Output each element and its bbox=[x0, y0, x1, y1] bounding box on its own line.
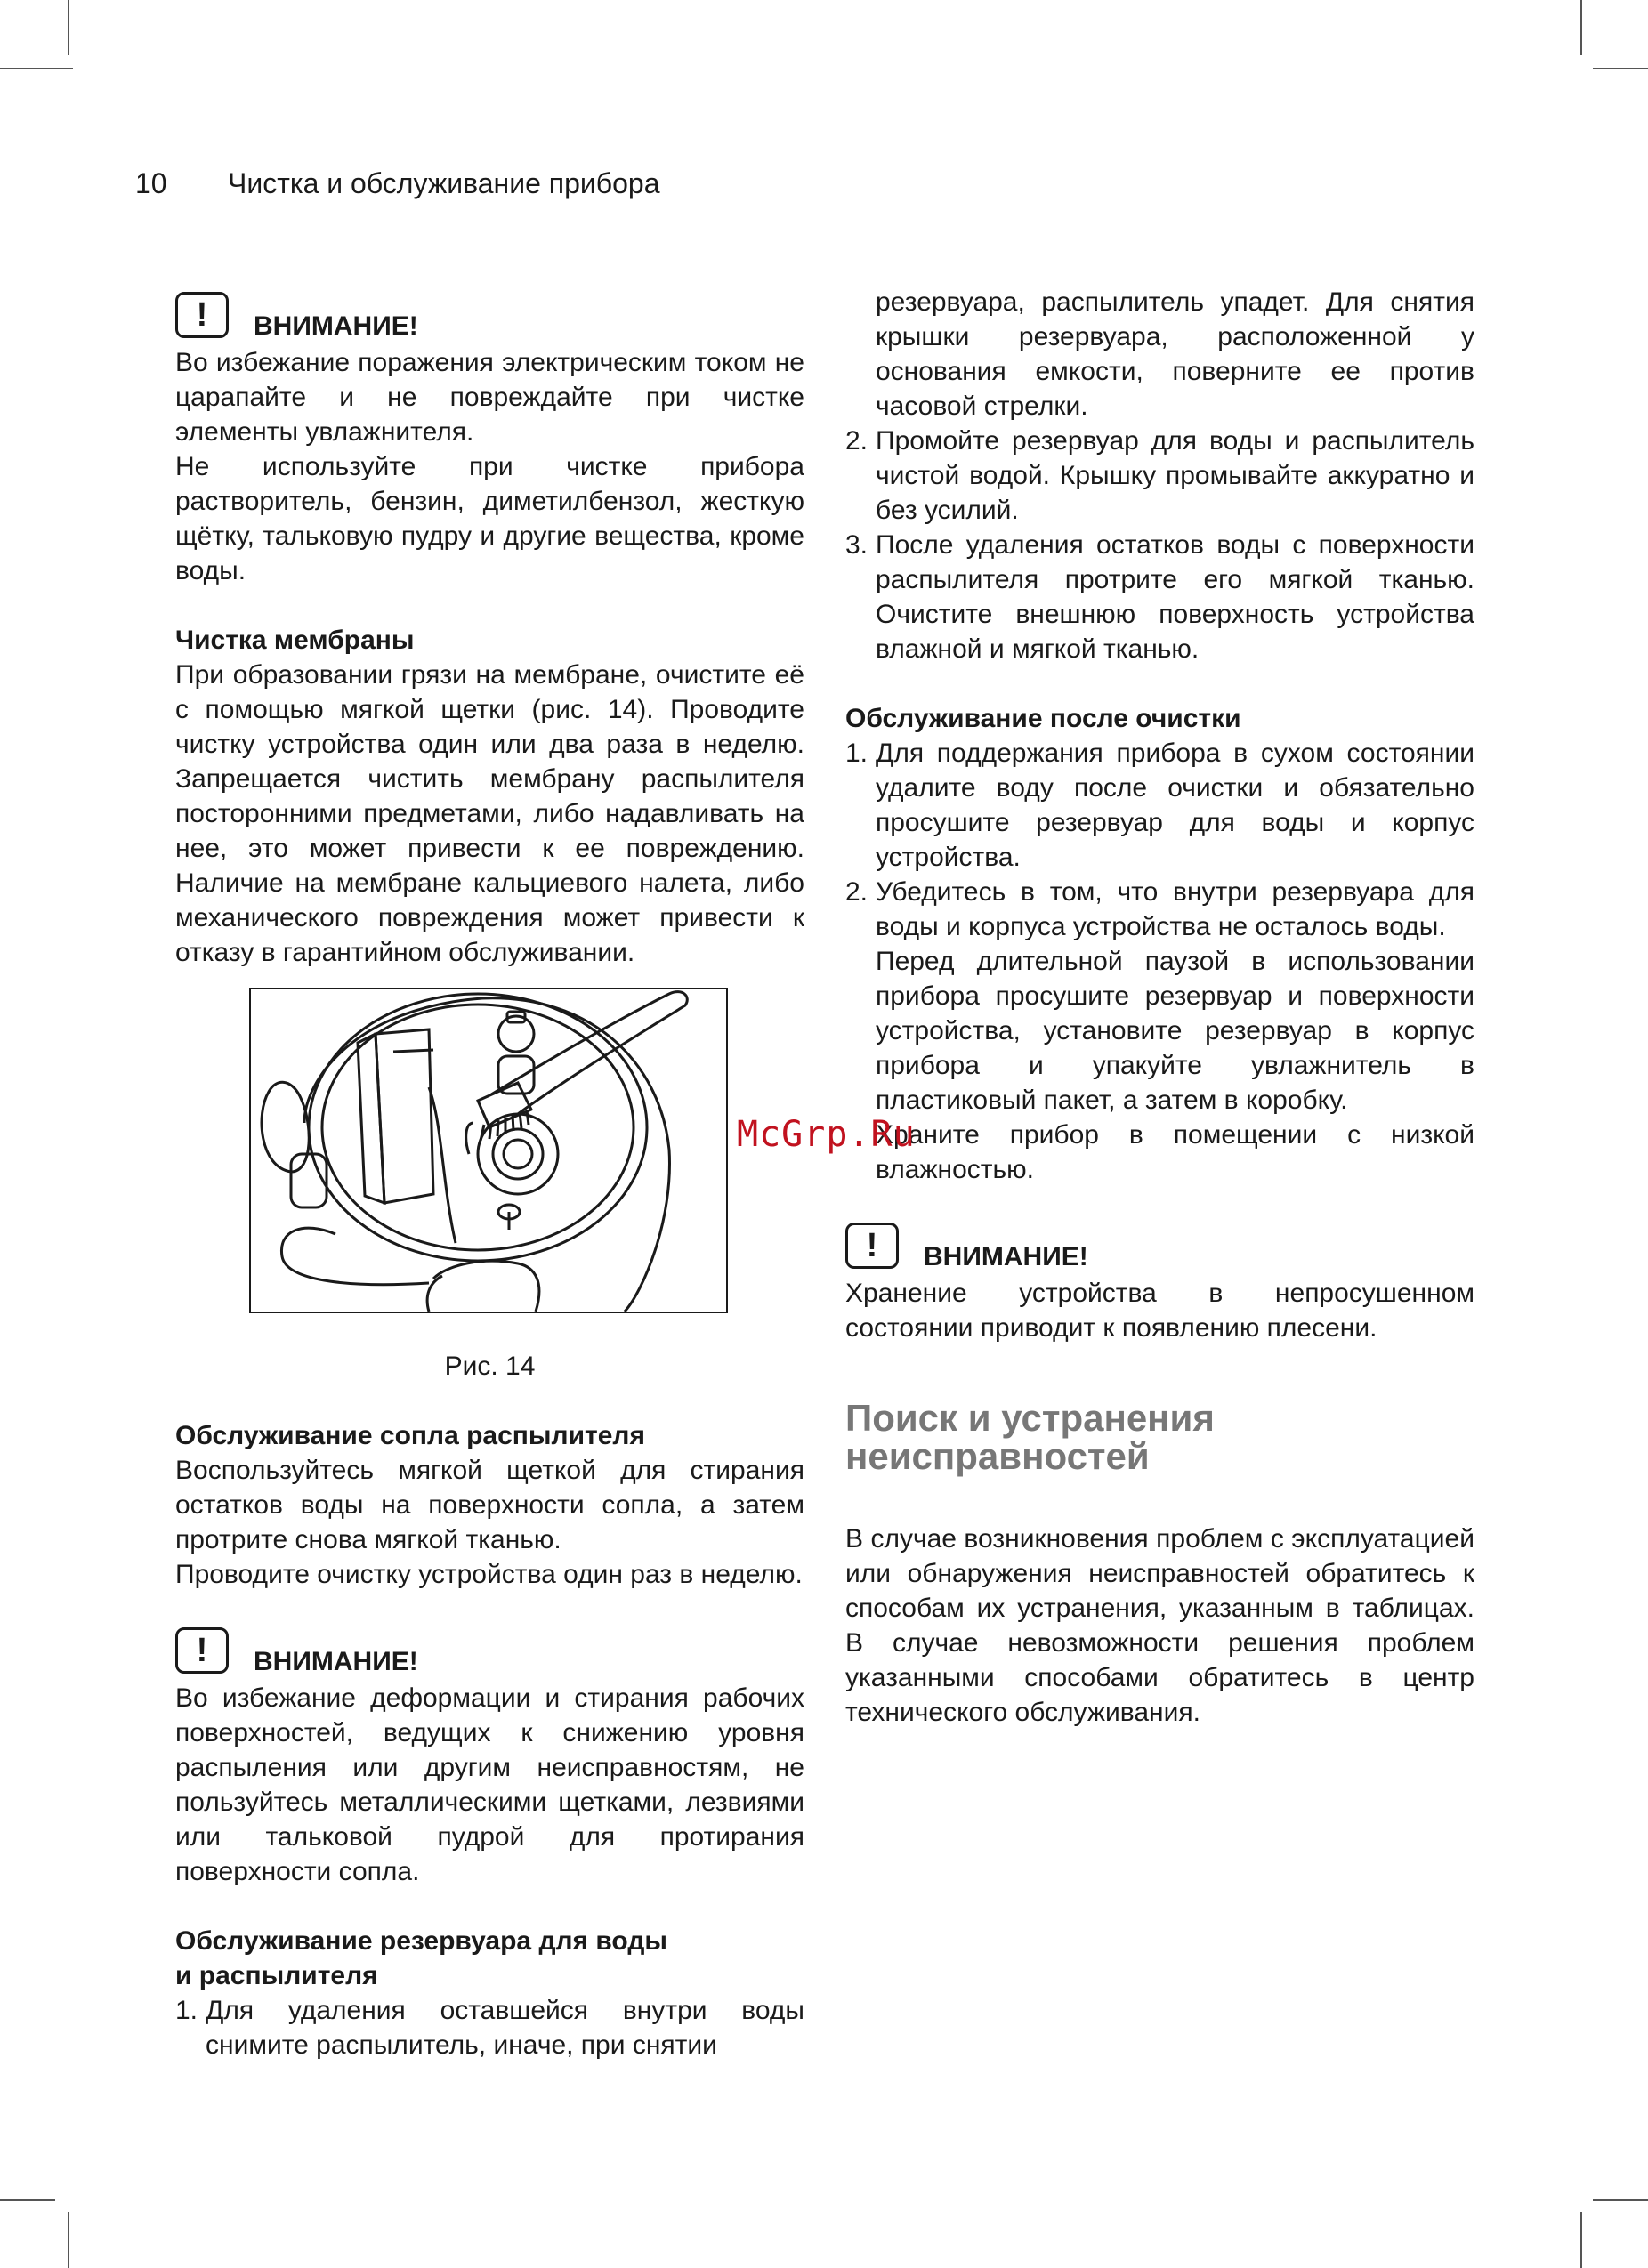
watermark-text: McGrp.Ru bbox=[737, 1114, 916, 1155]
section-title: Обслуживание после очистки bbox=[845, 704, 1241, 733]
crop-mark bbox=[1580, 0, 1582, 55]
section-heading-line: неисправностей bbox=[845, 1435, 1150, 1477]
section-text: Проводите очистку устройства один раз в неделю. bbox=[175, 1560, 803, 1589]
list-item bbox=[845, 424, 1474, 528]
crop-mark bbox=[0, 68, 73, 69]
humidifier-cleaning-illustration bbox=[251, 989, 726, 1312]
crop-mark bbox=[1593, 2199, 1648, 2201]
warning-text: Во избежание деформации и стирания рабочих поверхностей, ведущих к снижению уровня распыления или другим неисправностям, не пользуйтесь металлическими щетками, лезвиями или тальковой пудрой для протирания поверхности сопла. bbox=[175, 1683, 804, 1886]
warning-heading bbox=[175, 1618, 804, 1679]
warning-title: ВНИМАНИЕ! bbox=[254, 311, 418, 341]
page-number: 10 bbox=[135, 167, 167, 199]
left-column bbox=[175, 283, 804, 2062]
section-title: Чистка мембраны bbox=[175, 626, 415, 655]
section-title-line: и распылителя bbox=[175, 1961, 378, 1990]
list-number: 1. bbox=[845, 739, 868, 768]
section-heading bbox=[845, 1399, 1474, 1475]
exclamation-warning-icon: ! bbox=[845, 1223, 899, 1269]
crop-mark bbox=[1593, 68, 1648, 69]
warning-title: ВНИМАНИЕ! bbox=[254, 1647, 418, 1676]
section-text: При образовании грязи на мембране, очистите её с помощью мягкой щетки (рис. 14). Проводите чистку устройства один или два раза в неделю. Запрещается чистить мембрану распылителя посторонними предметами, либо надавливать на нее, это может привести к ее повреждению. Наличие на мембране кальциевого налета, либо механического повреждения может привести к отказу в гарантийном обслуживании. bbox=[175, 660, 804, 967]
list-item bbox=[845, 875, 1474, 944]
exclamation-warning-icon: ! bbox=[175, 1627, 229, 1674]
list-text-continued: резервуара, распылитель упадет. Для снятия крышки резервуара, расположенной у основания емкости, поверните ее против часовой стрелки. bbox=[876, 287, 1474, 421]
section-title bbox=[175, 1924, 804, 1993]
section-text: Перед длительной паузой в использовании прибора просушите резервуар и поверхности устройства, установите резервуар в корпус прибора и упакуйте увлажнитель в пластиковый пакет, а затем в коробку. bbox=[876, 947, 1474, 1115]
list-item bbox=[845, 528, 1474, 666]
list-text: Для удаления оставшейся внутри воды снимите распылитель, иначе, при снятии bbox=[206, 1996, 804, 2060]
list-text: Для поддержания прибора в сухом состоянии удалите воду после очистки и обязательно просушите резервуар для воды и корпус устройства. bbox=[876, 739, 1474, 872]
list-number: 1. bbox=[175, 1996, 198, 2025]
warning-heading bbox=[175, 283, 804, 343]
figure-14 bbox=[249, 988, 728, 1313]
warning-title: ВНИМАНИЕ! bbox=[924, 1242, 1088, 1271]
list-text: Убедитесь в том, что внутри резервуара для воды и корпуса устройства не осталось воды. bbox=[876, 877, 1474, 941]
list-item bbox=[175, 1993, 804, 2062]
list-text: Промойте резервуар для воды и распылитель чистой водой. Крышку промывайте аккуратно и без усилий. bbox=[876, 426, 1474, 525]
list-item bbox=[845, 736, 1474, 875]
page-header bbox=[135, 167, 659, 200]
list-number: 3. bbox=[845, 530, 868, 560]
list-number: 2. bbox=[845, 426, 868, 456]
right-column bbox=[845, 285, 1474, 1730]
warning-text: Во избежание поражения электрическим током не царапайте и не повреждайте при чистке элементы увлажнителя. bbox=[175, 348, 804, 447]
list-text: После удаления остатков воды с поверхности распылителя протрите его мягкой тканью. Очистите внешнюю поверхность устройства влажной и мягкой тканью. bbox=[876, 530, 1474, 664]
section-heading-line: Поиск и устранения bbox=[845, 1397, 1215, 1439]
list-number: 2. bbox=[845, 877, 868, 907]
warning-text: Хранение устройства в непросушенном состоянии приводит к появлению плесени. bbox=[845, 1279, 1474, 1343]
section-title: Обслуживание сопла распылителя bbox=[175, 1421, 645, 1450]
figure-caption: Рис. 14 bbox=[444, 1352, 536, 1381]
crop-mark bbox=[1580, 2212, 1582, 2268]
section-title-line: Обслуживание резервуара для воды bbox=[175, 1926, 668, 1956]
section-text: Воспользуйтесь мягкой щеткой для стирания остатков воды на поверхности сопла, а затем протрите снова мягкой тканью. bbox=[175, 1456, 804, 1554]
section-text: В случае возникновения проблем с эксплуатацией или обнаружения неисправностей обратитесь к способам их устранения, указанным в таблицах. В случае невозможности решения проблем указанными способами обратитесь в центр технического обслуживания. bbox=[845, 1524, 1474, 1727]
crop-mark bbox=[68, 0, 69, 55]
exclamation-warning-icon: ! bbox=[175, 292, 229, 338]
warning-text: Не используйте при чистке прибора растворитель, бензин, диметилбензол, жесткую щётку, тальковую пудру и другие вещества, кроме воды. bbox=[175, 452, 804, 585]
crop-mark bbox=[68, 2212, 69, 2268]
warning-heading bbox=[845, 1214, 1474, 1274]
page-header-title: Чистка и обслуживание прибора bbox=[228, 167, 660, 199]
crop-mark bbox=[0, 2199, 55, 2201]
section-text: Храните прибор в помещении с низкой влажностью. bbox=[876, 1120, 1474, 1184]
